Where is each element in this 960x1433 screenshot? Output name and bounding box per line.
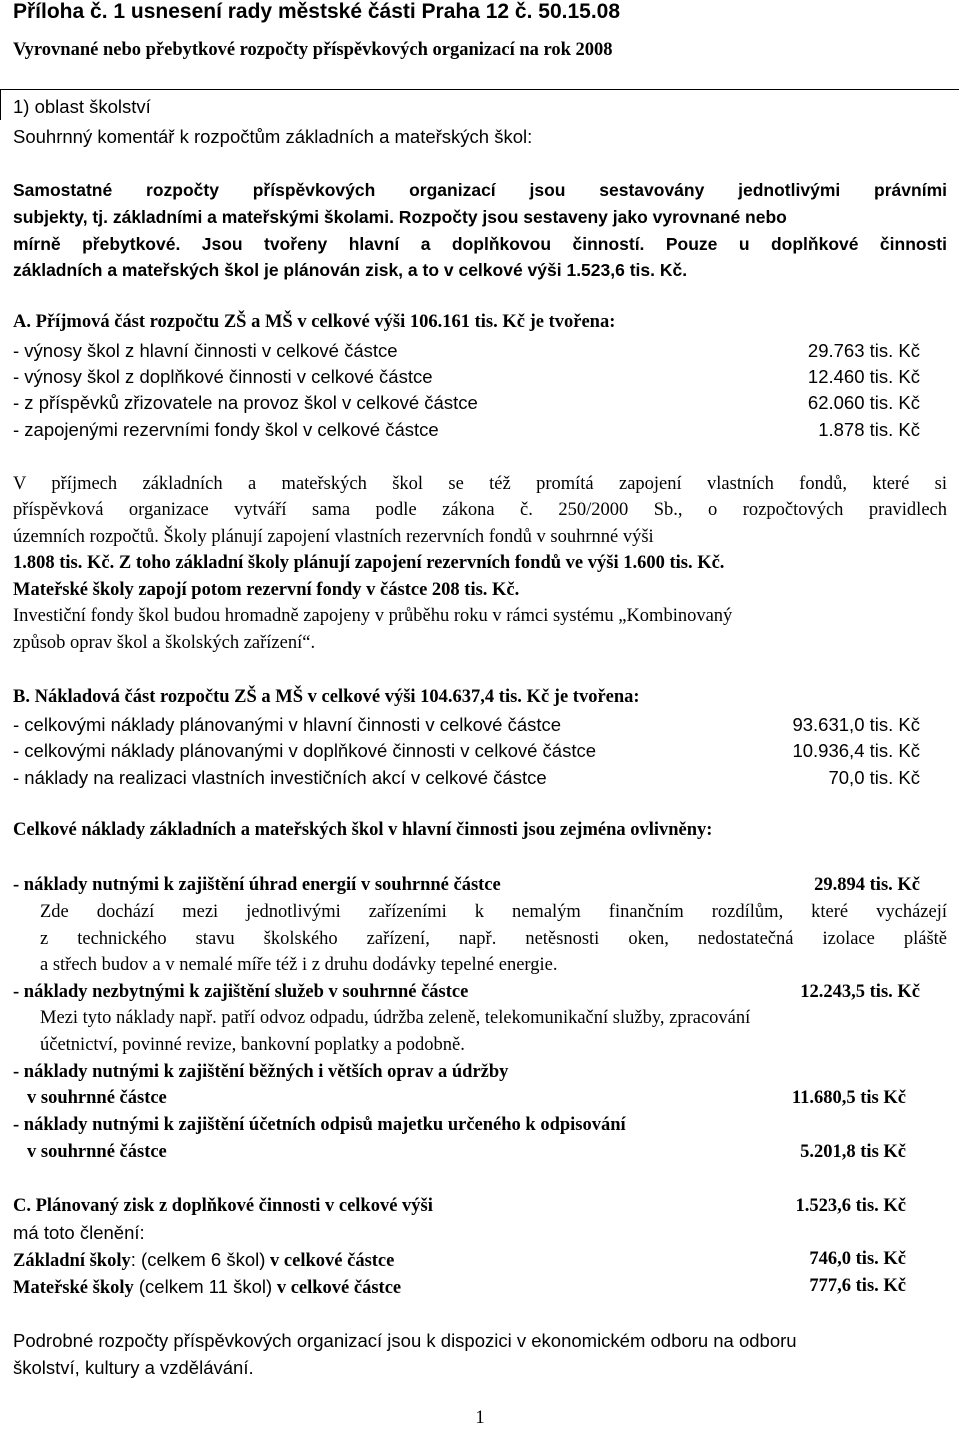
intro-line-2: subjekty, tj. základními a mateřskými školami. Rozpočty jsou sestaveny jako vyrovnané nebo [13,207,787,227]
income-item-value: 29.763 tis. Kč [807,340,920,361]
costs-heading: Celkové náklady základních a mateřských škol v hlavní činnosti jsou zejména ovlivněny: [13,820,713,840]
breakdown-label: má toto členění: [13,1222,145,1243]
energy-note-line-3: a střech budov a v nemalé míře též i z druhu dodávky tepelné energie. [40,955,558,975]
income-item-label: - zapojenými rezervními fondy škol v celkové částce [13,419,439,440]
cost-item-label: - náklady na realizaci vlastních investičních akcí v celkové částce [13,767,547,788]
depreciation-cost-value: 5.201,8 tis Kč [800,1142,906,1162]
zs-profit-row [13,1249,394,1272]
intro-line-3: mírně přebytkové. Jsou tvořeny hlavní a doplňkovou činností. Pouze u doplňkové činnosti [13,234,947,254]
income-item-value: 1.878 tis. Kč [818,419,920,440]
repairs-cost-label-cont: v souhrnné částce [27,1088,167,1108]
income-item-label: - výnosy škol z hlavní činnosti v celkové částce [13,340,398,361]
ms-profit-value: 777,6 tis. Kč [809,1276,906,1296]
services-cost-label: - náklady nezbytnými k zajištění služeb v souhrnné částce [13,982,469,1002]
document-title: Příloha č. 1 usnesení rady městské části Praha 12 č. 50.15.08 [13,0,621,23]
zs-label: Základní školy [13,1251,131,1271]
footer-line-2: školství, kultury a vzdělávání. [13,1357,254,1378]
cost-item-value: 10.936,4 tis. Kč [792,740,920,761]
section-b-heading: B. Nákladová část rozpočtu ZŠ a MŠ v celkové výši 104.637,4 tis. Kč je tvořena: [13,687,640,707]
repairs-cost-value: 11.680,5 tis Kč [791,1088,906,1108]
intro-line-4: základních a mateřských škol je plánován zisk, a to v celkové výši 1.523,6 tis. Kč. [13,260,688,280]
zs-count: : (celkem 6 škol) [130,1249,266,1270]
cost-item-label: - celkovými náklady plánovanými v hlavní činnosti v celkové částce [13,714,562,735]
income-paragraph-line-5: Mateřské školy zapojí potom rezervní fondy v částce 208 tis. Kč. [13,580,520,600]
section-a-heading: A. Příjmová část rozpočtu ZŠ a MŠ v celkové výši 106.161 tis. Kč je tvořena: [13,312,616,332]
document-subtitle: Vyrovnané nebo přebytkové rozpočty příspěvkových organizací na rok 2008 [13,40,613,60]
income-paragraph-line-1: V příjmech základních a mateřských škol se též promítá zapojení vlastních fondů, které si [13,474,947,494]
section-heading-education: 1) oblast školství [13,96,151,117]
page-number: 1 [475,1408,485,1428]
income-item-label: - z příspěvků zřizovatele na provoz škol v celkové částce [13,392,478,413]
services-note-line-2: účetnictví, povinné revize, bankovní poplatky a podobně. [40,1035,465,1055]
services-note-line-1: Mezi tyto náklady např. patří odvoz odpadu, údržba zeleně, telekomunikační služby, zpracování [40,1008,751,1028]
ms-label: Mateřské školy [13,1278,134,1298]
income-paragraph-line-4: 1.808 tis. Kč. Z toho základní školy plánují zapojení rezervních fondů ve výši 1.600 tis. Kč. [13,553,725,573]
ms-count: (celkem 11 škol) [133,1276,273,1297]
income-paragraph-line-3: územních rozpočtů. Školy plánují zapojení vlastních rezervních fondů v souhrnné výši [13,527,654,547]
income-item-value: 12.460 tis. Kč [807,366,920,387]
section-c-value: 1.523,6 tis. Kč [795,1196,906,1216]
intro-line-1: Samostatné rozpočty příspěvkových organizací jsou sestavovány jednotlivými právními [13,180,947,200]
depreciation-cost-label-cont: v souhrnné částce [27,1142,167,1162]
repairs-cost-label: - náklady nutnými k zajištění běžných i větších oprav a údržby [13,1062,509,1082]
comment-heading: Souhrnný komentář k rozpočtům základních a mateřských škol: [13,126,533,147]
income-item-value: 62.060 tis. Kč [807,392,920,413]
income-item-label: - výnosy škol z doplňkové činnosti v celkové částce [13,366,433,387]
section-c-heading: C. Plánovaný zisk z doplňkové činnosti v celkové výši [13,1196,433,1216]
depreciation-cost-label: - náklady nutnými k zajištění účetních odpisů majetku určeného k odpisování [13,1115,626,1135]
footer-line-1: Podrobné rozpočty příspěvkových organizací jsou k dispozici v ekonomickém odboru na odboru [13,1330,797,1351]
income-paragraph-line-7: způsob oprav škol a školských zařízení“. [13,633,316,653]
cost-item-value: 93.631,0 tis. Kč [792,714,920,735]
zs-profit-value: 746,0 tis. Kč [809,1249,906,1269]
energy-note-line-2: z technického stavu školského zařízení, např. netěsnosti oken, nedostatečná izolace pláště [40,929,947,949]
cost-item-value: 70,0 tis. Kč [828,767,920,788]
energy-cost-value: 29.894 tis. Kč [814,875,920,895]
zs-tail: v celkové částce [265,1251,395,1271]
energy-cost-label: - náklady nutnými k zajištění úhrad energií v souhrnné částce [13,875,501,895]
services-cost-value: 12.243,5 tis. Kč [800,982,920,1002]
ms-tail: v celkové částce [272,1278,402,1298]
ms-profit-row [13,1276,401,1299]
income-paragraph-line-6: Investiční fondy škol budou hromadně zapojeny v průběhu roku v rámci systému „Kombinovaný [13,606,733,626]
energy-note-line-1: Zde dochází mezi jednotlivými zařízeními k nemalým finančním rozdílům, které vycházejí [40,902,947,922]
cost-item-label: - celkovými náklady plánovanými v doplňkové činnosti v celkové částce [13,740,597,761]
income-paragraph-line-2: příspěvková organizace vytváří sama podle zákona č. 250/2000 Sb., o rozpočtových pravidlech [13,500,947,520]
